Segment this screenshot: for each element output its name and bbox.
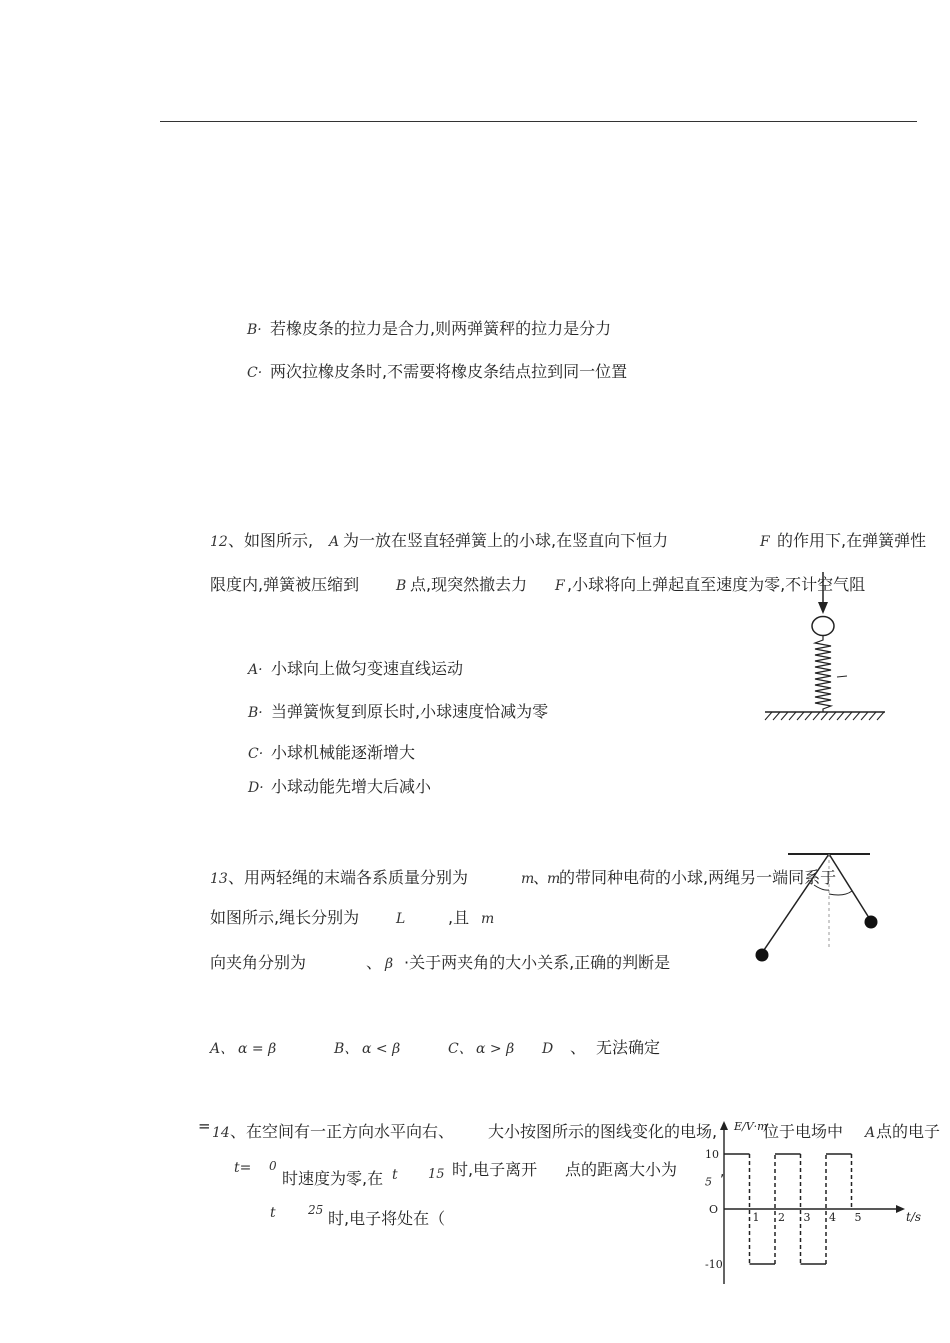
force-arrow-head — [818, 602, 828, 614]
q13-text-3: 如图所示,绳长分别为 — [210, 908, 360, 927]
x-tick-label: 5 — [854, 1211, 862, 1224]
x-tick-label: 4 — [829, 1211, 836, 1224]
q14-t-symbol-2: t — [270, 1205, 276, 1221]
spring-coil — [815, 636, 831, 712]
q14-text-6: 时,电子离开 — [452, 1160, 538, 1179]
q11-option-b-label: B· — [247, 322, 262, 338]
pendulum-figure — [748, 845, 878, 970]
q13-text-5: 向夹角分别为 — [210, 953, 307, 972]
q13-text-7: ·关于两夹角的大小关系,正确的判断是 — [404, 953, 671, 972]
q13-text-4: ,且 — [448, 908, 470, 927]
q14-text-5: 时速度为零,在 — [282, 1169, 384, 1188]
q14-text-1: 、在空间有一正方向水平向右、 — [230, 1122, 455, 1141]
ball-right — [865, 916, 878, 929]
x-tick-label: 3 — [803, 1211, 811, 1224]
q12-text-3: 的作用下,在弹簧弹性 — [777, 531, 927, 550]
q14-text-3: 位于电场中 — [763, 1122, 844, 1141]
q12-symbol-b: B — [396, 578, 407, 594]
q12-text-5: 点,现突然撤去力 — [410, 575, 528, 594]
q13-option-d-text: 无法确定 — [596, 1038, 661, 1057]
q14-t-equals: t= — [234, 1160, 252, 1176]
q13-option-a-label: A、 — [210, 1041, 235, 1057]
q13-number: 13 — [210, 871, 228, 887]
header-rule — [160, 121, 917, 122]
q14-eq-mark: = — [198, 1117, 211, 1135]
electric-field-chart — [700, 1118, 930, 1288]
q12-text-2: 为一放在竖直轻弹簧上的小球,在竖直向下恒力 — [343, 531, 669, 550]
q12-option-d-text: 小球动能先增大后减小 — [271, 777, 432, 796]
ball-left — [756, 949, 769, 962]
q14-t-symbol: t — [392, 1167, 398, 1183]
q13-option-a-expr: α = β — [238, 1041, 277, 1057]
q14-number: 14 — [212, 1125, 230, 1141]
q12-option-c-text: 小球机械能逐渐增大 — [271, 743, 416, 762]
q14-text-2: 大小按图所示的图线变化的电场, — [488, 1122, 718, 1141]
q12-option-b-text: 当弹簧恢复到原长时,小球速度恰减为零 — [271, 702, 549, 721]
q13-option-c-label: C、 — [448, 1041, 473, 1057]
q12-text-4: 限度内,弹簧被压缩到 — [210, 575, 360, 594]
q12-number: 12 — [210, 534, 228, 550]
spring-label-mark — [837, 676, 847, 677]
q14-text-4: 点的电子 — [876, 1122, 941, 1141]
q12-text-6: ,小球将向上弹起直至速度为零,不计空气阻 — [567, 575, 866, 594]
angle-arc-beta — [829, 891, 852, 895]
q13-option-c-expr: α > β — [476, 1041, 515, 1057]
ball — [812, 617, 834, 636]
q12-option-c-label: C· — [248, 746, 264, 762]
q13-m2: m — [547, 871, 561, 887]
q13-symbol-l: L — [396, 911, 406, 927]
q13-text-2: 的带同种电荷的小球,两绳另一端同系于 — [559, 868, 837, 887]
q11-option-c-label: C· — [247, 365, 263, 381]
x-tick-label: 1 — [752, 1211, 760, 1224]
ground-hatching — [765, 712, 884, 720]
q14-text-8: 时,电子将处在（ — [328, 1209, 446, 1228]
y-axis-arrow — [720, 1121, 728, 1130]
string-left — [762, 854, 829, 953]
q12-option-d-label: D· — [248, 780, 264, 796]
y-tick-label: 5 — [705, 1175, 712, 1189]
q14-zero: 0 — [269, 1159, 277, 1173]
q11-option-b-text: 若橡皮条的拉力是合力,则两弹簧秤的拉力是分力 — [270, 319, 612, 338]
q14-symbol-a: A — [865, 1125, 876, 1141]
q13-option-d-label: D — [542, 1041, 554, 1057]
q13-option-b-label: B、 — [334, 1041, 359, 1057]
q13-text-6: 、 — [366, 953, 383, 972]
x-axis-arrow — [896, 1205, 905, 1213]
q13-symbol-beta: β — [385, 956, 394, 972]
q12-text-1: 、如图所示, — [228, 531, 314, 550]
q12-option-a-text: 小球向上做匀变速直线运动 — [271, 659, 464, 678]
angle-arc-alpha — [814, 885, 829, 890]
q13-sep: 、 — [533, 868, 550, 887]
y-tick-label: 10 — [705, 1148, 719, 1161]
q13-option-d-sep: 、 — [570, 1038, 587, 1057]
x-tick-label: 2 — [778, 1211, 785, 1224]
q12-symbol-f2: F — [555, 578, 565, 594]
q12-option-a-label: A· — [248, 662, 263, 678]
y-axis-label: E/V·m — [734, 1120, 768, 1133]
q12-option-b-label: B· — [248, 705, 263, 721]
q14-comma: , — [720, 1164, 725, 1180]
string-right — [829, 854, 871, 921]
y-tick-label: -10 — [705, 1258, 723, 1271]
q13-text-1: 、用两轻绳的末端各系质量分别为 — [228, 868, 469, 887]
q14-text-7: 点的距离大小为 — [565, 1160, 678, 1179]
q11-option-c-text: 两次拉橡皮条时,不需要将橡皮条结点拉到同一位置 — [270, 362, 628, 381]
x-axis-label: t/s — [906, 1210, 922, 1224]
q14-time-15: 15 — [428, 1167, 445, 1182]
y-tick-label: O — [709, 1203, 719, 1216]
q13-m1: m — [521, 871, 535, 887]
q12-symbol-f: F — [760, 534, 770, 550]
q12-symbol-a: A — [329, 534, 340, 550]
spring-figure — [760, 570, 890, 725]
q13-m3: m — [481, 911, 495, 927]
q14-time-25: 25 — [308, 1203, 324, 1217]
q13-option-b-expr: α < β — [362, 1041, 401, 1057]
